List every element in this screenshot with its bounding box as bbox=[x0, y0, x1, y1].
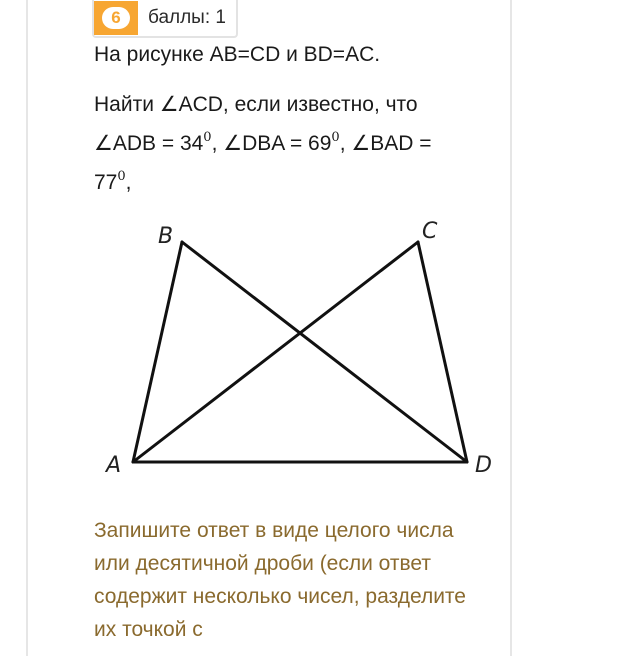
vertex-label-a: A bbox=[106, 453, 122, 478]
vertex-label-d: D bbox=[475, 453, 492, 478]
angle-bad-value: 77 bbox=[94, 171, 118, 194]
degree-mark: 0 bbox=[331, 130, 340, 145]
answer-instruction: Запишите ответ в виде целого числа или десятичной дроби (если ответ содержит несколько чисел, разделите их точкой с bbox=[94, 519, 466, 641]
task-condition: На рисунке AB=CD и BD=AC. bbox=[94, 43, 381, 66]
degree-mark: 0 bbox=[117, 169, 126, 184]
points-label: баллы: 1 bbox=[148, 7, 226, 28]
degree-mark: 0 bbox=[203, 130, 212, 145]
angle-bad: ∠BAD = bbox=[351, 132, 432, 155]
angle-adb: ∠ADB = 34 bbox=[94, 132, 204, 155]
task-number-badge: 6 bbox=[102, 7, 130, 29]
geometry-figure bbox=[100, 210, 500, 485]
task-header bbox=[92, 0, 238, 38]
angle-dba: ∠DBA = 69 bbox=[223, 132, 332, 155]
vertex-label-b: B bbox=[158, 224, 174, 249]
vertex-label-c: C bbox=[422, 219, 438, 244]
task-question: Найти ∠ACD, если известно, что ∠ADB = $34^0$, ∠DBA = $69^0$, ∠BAD = $77^0$, bbox=[94, 93, 432, 194]
question-prefix: Найти ∠ACD, если известно, что bbox=[94, 93, 418, 116]
task-number-badge-bg bbox=[94, 1, 138, 35]
